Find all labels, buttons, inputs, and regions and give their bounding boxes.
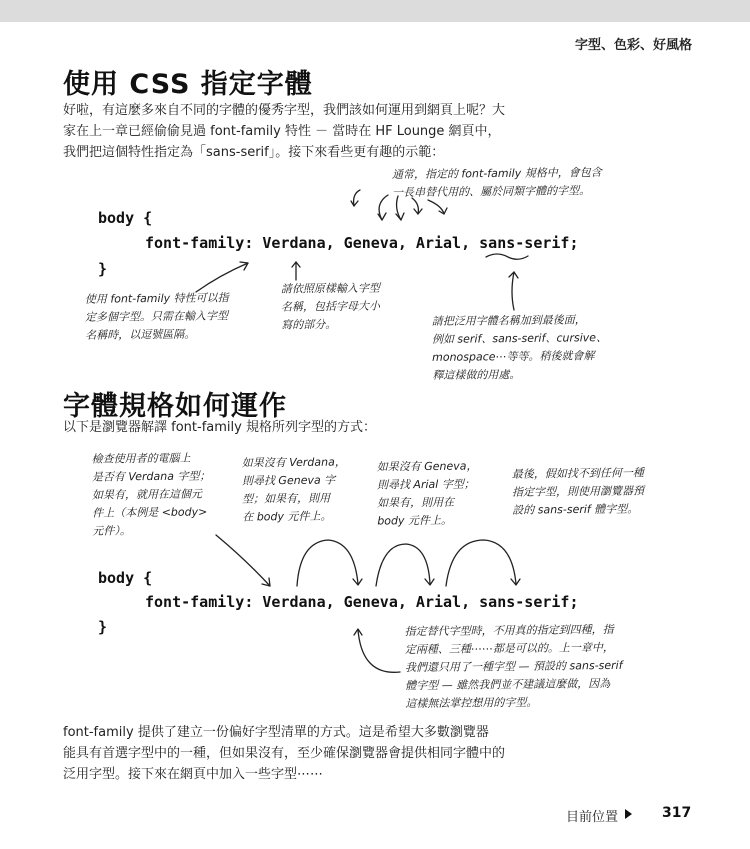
arrow: [196, 263, 248, 292]
intro-line: 我們把這個特性指定為「sans-serif」。接下來看些更有趣的示範：: [63, 145, 445, 160]
note-line: 指定字型，則使用瀏覽器預: [511, 484, 645, 499]
note-line: body 元件上。: [377, 513, 453, 528]
note-line: 如果有，則用在: [377, 495, 455, 510]
note-line: 最後，假如找不到任何一種: [511, 466, 644, 481]
arrow: [354, 190, 360, 206]
note-line: 定多個字型。只需在輸入字型: [84, 309, 229, 324]
note-line: 如果沒有 Geneva，: [376, 459, 478, 474]
note-line: 設的 sans-serif 體字型。: [512, 502, 639, 517]
note-line: 通常，指定的 font-family 規格中，會包含: [391, 165, 602, 182]
note-line: 則尋找 Arial 字型；: [376, 477, 475, 492]
footer-nav-label: 目前位置: [566, 810, 619, 825]
note-line: 型；如果有，則用: [242, 491, 331, 506]
note-line: 名稱，包括字母大小: [280, 299, 381, 314]
closing-line: 能具有首選字型中的一種，但如果沒有，至少確保瀏覽器會提供相同字體中的: [63, 746, 506, 761]
code-line-open: body {: [98, 209, 153, 227]
closing-line: 泛用字型。接下來在網頁中加入一些字型⋯⋯: [63, 767, 324, 782]
arrow: [216, 535, 270, 586]
arrow: [351, 201, 358, 206]
code-line-close: }: [98, 260, 108, 278]
note-line: 如果沒有 Verdana，: [241, 455, 346, 470]
arrow: [512, 272, 514, 310]
note-line: 釋這樣做的用處。: [432, 367, 521, 382]
note-line: 請把泛用字體名稱加到最後面，: [431, 313, 586, 328]
chapter-header: 字型、色彩、好風格: [574, 38, 692, 53]
note-line: monospace⋯等等。稍後就會解: [432, 349, 595, 364]
note-line: 請依照原樣輸入字型: [280, 281, 380, 296]
page-number: 317: [662, 805, 692, 821]
note-line: 使用 font-family 特性可以指: [84, 291, 229, 306]
note-line: 例如 serif、sans-serif、cursive、: [431, 331, 608, 346]
note-line: 體字型 — 雖然我們並不建議這麼做，因為: [405, 676, 611, 693]
squiggle: [486, 254, 528, 259]
arrow: [358, 630, 400, 672]
note-line: 我們還只用了一種字型 — 預設的 sans-serif: [404, 658, 623, 675]
closing-line: font-family 提供了建立一份偏好字型清單的方式。這是希望大多數瀏覽器: [63, 725, 489, 740]
note-line: 一長串替代用的、屬於同類字體的字型。: [392, 184, 591, 200]
code-line-close: }: [98, 618, 108, 636]
note-line: 件上（本例是 <body>: [92, 505, 208, 520]
note-line: 如果有，就用在這個元: [91, 487, 203, 502]
arrow: [297, 540, 358, 586]
arrow: [376, 544, 430, 586]
arrow: [396, 213, 404, 220]
note-line: 是否有 Verdana 字型；: [91, 469, 211, 484]
code-line-font-family: font-family: Verdana, Geneva, Arial, sans-serif;: [145, 234, 579, 252]
code-line-font-family: font-family: Verdana, Geneva, Arial, sans-serif;: [145, 593, 579, 611]
note-line: 在 body 元件上。: [242, 509, 332, 524]
section-title-how-it-works: 字體規格如何運作: [63, 391, 287, 422]
intro-line: 家在上一章已經偷偷見過 font-family 特性 － 當時在 HF Lounge 網頁中，: [63, 124, 501, 139]
note-line: 元件）。: [92, 524, 131, 538]
note-line: 檢查使用者的電腦上: [91, 451, 191, 466]
note-line: 指定替代字型時，不用真的指定到四種，指: [404, 622, 614, 639]
note-line: 則尋找 Geneva 字: [241, 473, 336, 488]
section-title-css-fonts: 使用 CSS 指定字體: [63, 69, 313, 100]
note-line: 這樣無法掌控想用的字型。: [405, 695, 538, 711]
arrow: [412, 198, 418, 214]
note-line: 名稱時，以逗號區隔。: [85, 327, 196, 342]
section2-intro: 以下是瀏覽器解譯 font-family 規格所列字型的方式：: [63, 420, 376, 435]
code-line-open: body {: [98, 569, 153, 587]
note-line: 定兩種、三種⋯⋯都是可以的。上一章中，: [404, 640, 614, 657]
intro-line: 好啦，有這麼多來自不同的字體的優秀字型，我們該如何運用到網頁上呢？大: [63, 103, 506, 118]
note-line: 寫的部分。: [281, 317, 337, 332]
arrow: [446, 540, 516, 586]
play-arrow-icon: [625, 809, 632, 819]
